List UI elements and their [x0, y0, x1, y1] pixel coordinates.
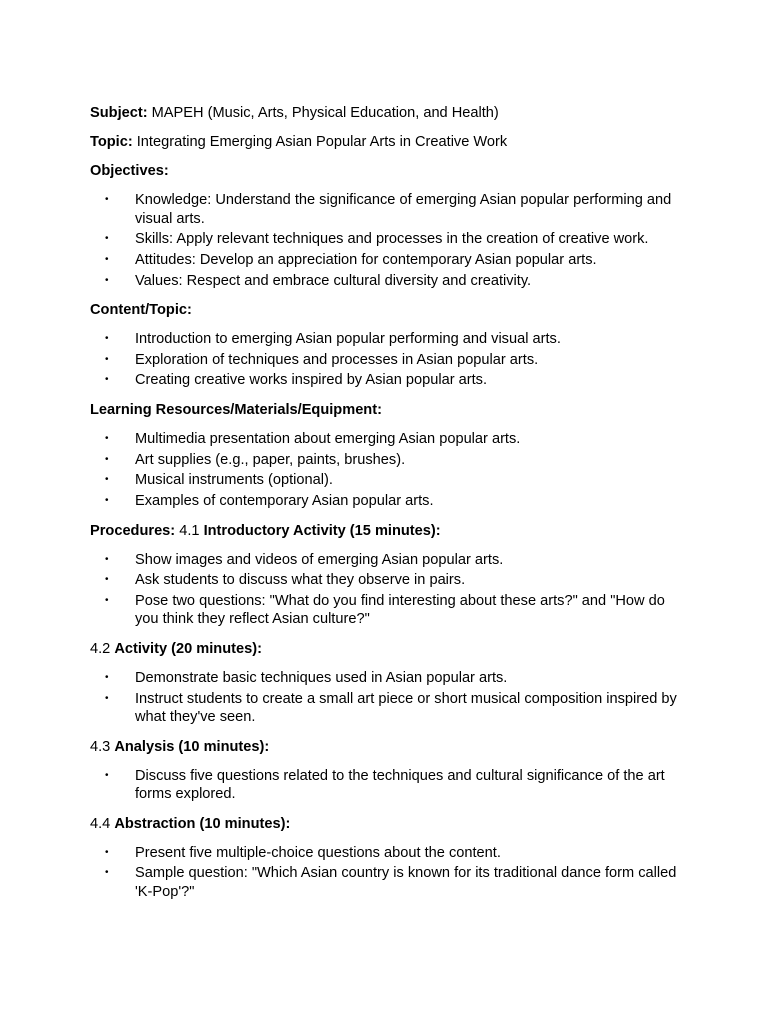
list-item-text: Attitudes: Develop an appreciation for contemporary Asian popular arts.: [135, 251, 597, 268]
activity-step-number: 4.2: [90, 640, 115, 657]
list-item-text: Knowledge: Understand the significance of emerging Asian popular performing and visual arts.: [135, 192, 672, 227]
topic-value: Integrating Emerging Asian Popular Arts in Creative Work: [132, 134, 508, 150]
list-item-text: Creating creative works inspired by Asian popular arts.: [135, 372, 488, 389]
list-item: [90, 451, 690, 470]
introductory-activity-list: [90, 551, 690, 629]
analysis-step-number: 4.3: [90, 738, 115, 755]
topic-label: Topic:: [90, 134, 133, 150]
list-item-text: Show images and videos of emerging Asian popular arts.: [135, 551, 504, 568]
bullet-icon: •: [105, 253, 109, 265]
list-item-text: Introduction to emerging Asian popular performing and visual arts.: [135, 331, 561, 348]
list-item-text: Pose two questions: "What do you find interesting about these arts?" and "How do you think they reflect Asian culture?": [135, 592, 665, 628]
list-item-text: Sample question: "Which Asian country is known for its traditional dance form called 'K-Pop'?": [135, 865, 677, 900]
list-item-text: Values: Respect and embrace cultural diversity and creativity.: [135, 272, 532, 289]
list-item-text: Skills: Apply relevant techniques and processes in the creation of creative work.: [135, 231, 649, 248]
bullet-icon: •: [105, 671, 109, 683]
list-item: [90, 230, 690, 249]
list-item: [90, 592, 690, 629]
activity-heading: [90, 640, 690, 658]
list-item-text: Instruct students to create a small art piece or short musical composition inspired by what they've seen.: [135, 690, 677, 726]
list-item: [90, 844, 690, 863]
bullet-icon: •: [105, 495, 109, 506]
bullet-icon: •: [105, 574, 109, 586]
list-item-text: Art supplies (e.g., paper, paints, brushes).: [135, 451, 406, 468]
analysis-heading: [90, 738, 690, 756]
bullet-icon: •: [105, 432, 109, 444]
list-item: [90, 351, 690, 370]
bullet-icon: •: [105, 194, 109, 205]
list-item: [90, 251, 690, 270]
list-item-text: Discuss five questions related to the techniques and cultural significance of the art forms explored.: [135, 767, 665, 803]
procedures-heading: [90, 522, 690, 540]
activity-step-title: Activity (20 minutes):: [114, 640, 262, 657]
abstraction-list: [90, 844, 690, 902]
bullet-icon: •: [105, 474, 109, 486]
bullet-icon: •: [105, 769, 109, 781]
bullet-icon: •: [105, 594, 109, 606]
bullet-icon: •: [105, 453, 109, 465]
activity-list: [90, 669, 690, 727]
list-item-text: Exploration of techniques and processes in Asian popular arts.: [135, 351, 539, 368]
list-item-text: Ask students to discuss what they observe in pairs.: [135, 572, 466, 589]
list-item: [90, 669, 690, 688]
list-item-text: Present five multiple-choice questions about the content.: [135, 844, 501, 861]
abstraction-step-number: 4.4: [90, 815, 115, 832]
subject-value: MAPEH (Music, Arts, Physical Education, and Health): [147, 105, 499, 121]
resources-heading: Learning Resources/Materials/Equipment:: [90, 401, 382, 418]
abstraction-step-title: Abstraction (10 minutes):: [114, 815, 291, 832]
bullet-icon: •: [105, 692, 109, 704]
list-item: [90, 430, 690, 449]
lesson-plan-document: [90, 104, 690, 912]
list-item: [90, 864, 690, 901]
subject-line: [90, 104, 690, 122]
list-item: [90, 690, 690, 727]
analysis-list: [90, 767, 690, 804]
abstraction-heading: [90, 815, 690, 833]
bullet-icon: •: [105, 274, 109, 286]
bullet-icon: •: [105, 553, 109, 565]
content-list: [90, 330, 690, 390]
procedures-step-number: 4.1: [175, 522, 204, 539]
list-item: [90, 330, 690, 349]
bullet-icon: •: [105, 374, 109, 386]
list-item: [90, 272, 690, 291]
content-heading: Content/Topic:: [90, 302, 192, 319]
list-item-text: Examples of contemporary Asian popular arts.: [135, 493, 434, 509]
objectives-heading: Objectives:: [90, 163, 169, 179]
list-item: [90, 571, 690, 590]
resources-list: [90, 430, 690, 511]
list-item-text: Multimedia presentation about emerging Asian popular arts.: [135, 430, 521, 447]
procedures-step-title: Introductory Activity (15 minutes):: [203, 522, 441, 539]
bullet-icon: •: [105, 846, 109, 858]
list-item-text: Musical instruments (optional).: [135, 472, 333, 489]
bullet-icon: •: [105, 233, 109, 245]
procedures-label: Procedures:: [90, 522, 176, 539]
list-item: [90, 371, 690, 390]
subject-label: Subject:: [90, 105, 148, 121]
bullet-icon: •: [105, 333, 109, 345]
list-item: [90, 767, 690, 804]
list-item: [90, 471, 690, 490]
list-item: [90, 492, 690, 511]
list-item-text: Demonstrate basic techniques used in Asian popular arts.: [135, 669, 508, 686]
analysis-step-title: Analysis (10 minutes):: [114, 738, 270, 755]
list-item: [90, 191, 690, 228]
list-item: [90, 551, 690, 570]
bullet-icon: •: [105, 867, 109, 879]
topic-line: [90, 133, 690, 151]
bullet-icon: •: [105, 353, 109, 365]
objectives-list: [90, 191, 690, 290]
